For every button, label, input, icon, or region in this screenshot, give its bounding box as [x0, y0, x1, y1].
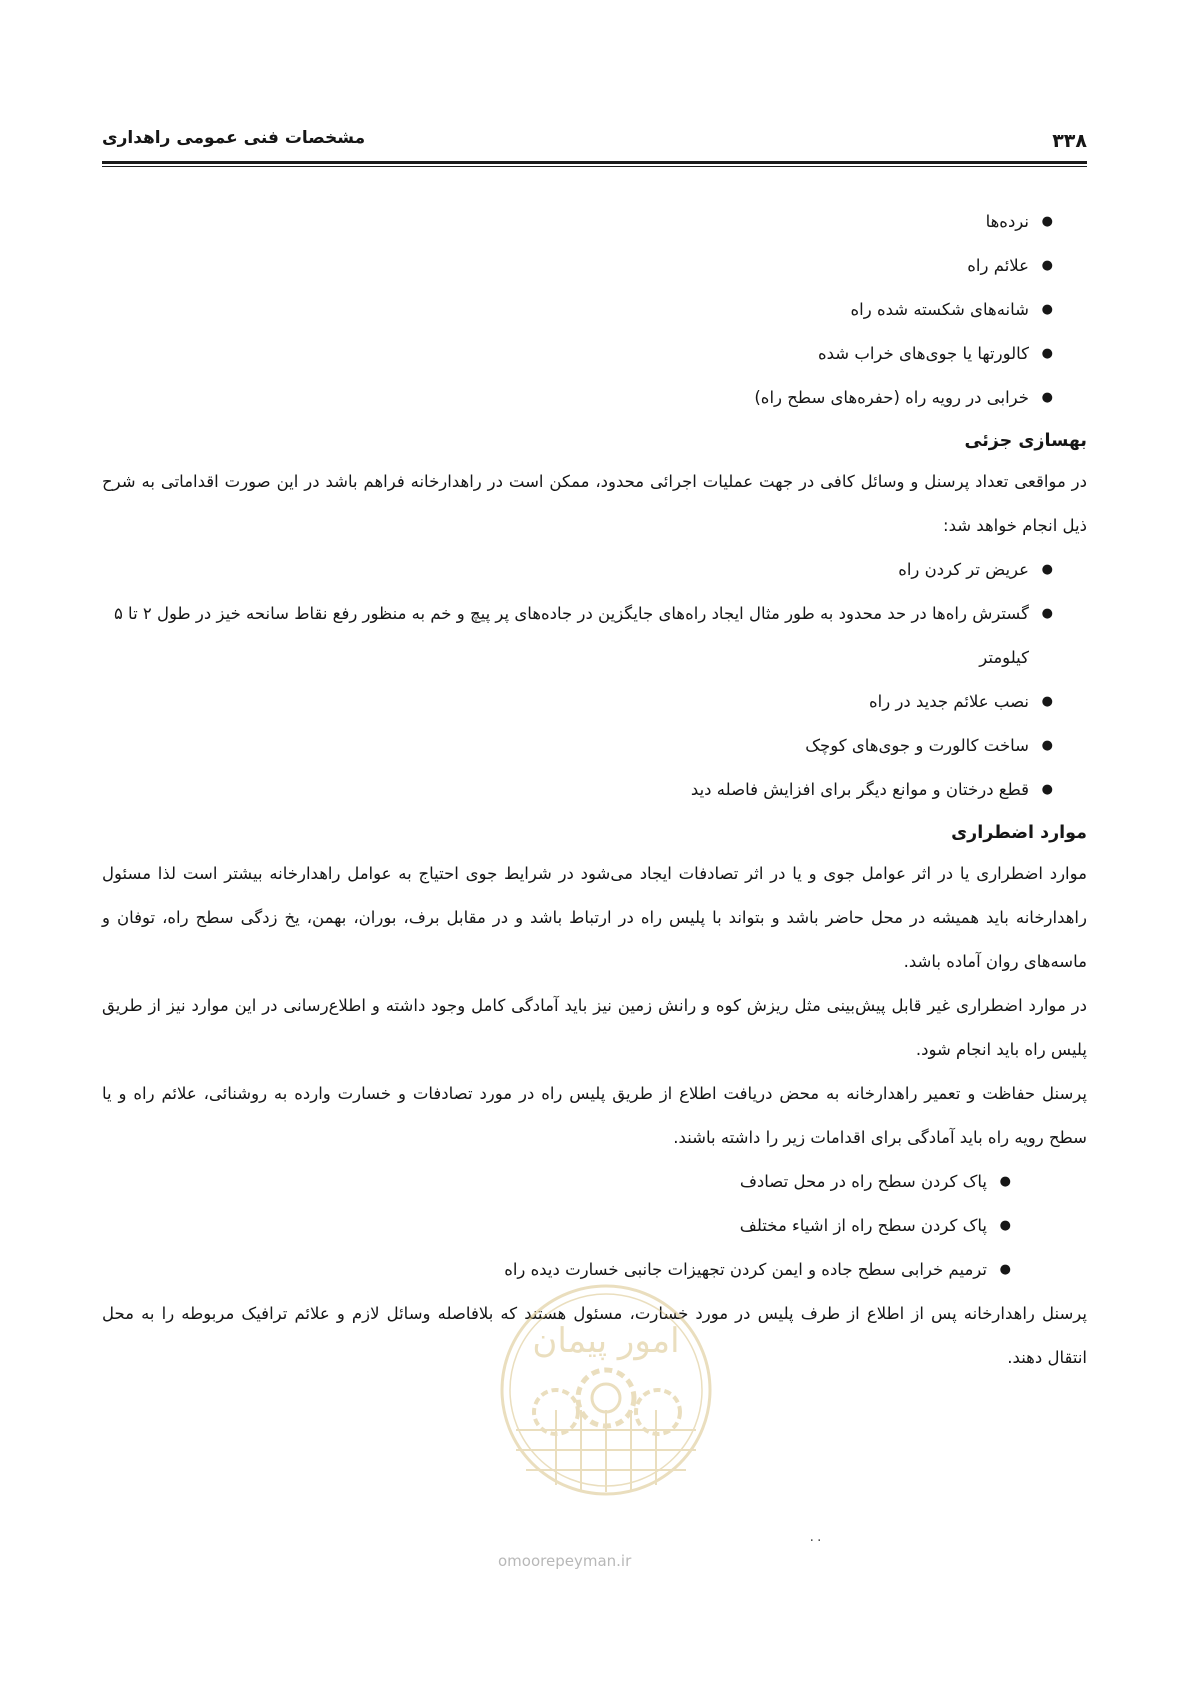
list-item: ● گسترش راه‌ها در حد محدود به طور مثال ایجاد راه‌های جایگزین در جاده‌های پر پیچ و خم به منظور رفع نقاط سانحه خیز در طول ۲ تا ۵ کیلومتر [102, 592, 1087, 680]
list-item: ● قطع درختان و موانع دیگر برای افزایش فاصله دید [102, 768, 1087, 812]
list-item: ● عریض تر کردن راه [102, 548, 1087, 592]
list-item: ● ترمیم خرابی سطح جاده و ایمن کردن تجهیزات جانبی خسارت دیده راه [102, 1248, 1087, 1292]
running-header [102, 128, 1087, 162]
bullet-icon: ● [999, 1218, 1011, 1233]
paragraph: پرسنل راهدارخانه پس از اطلاع از طرف پلیس در مورد خسارت، مسئول هستند که بلافاصله وسائل لازم و علائم ترافیک مربوطه را به محل انتقال دهند. [102, 1304, 1087, 1367]
list-item: ● شانه‌های شکسته شده راه [102, 288, 1087, 332]
bullet-icon: ● [999, 1174, 1011, 1189]
list-item: ● ساخت کالورت و جوی‌های کوچک [102, 724, 1087, 768]
body-content [102, 200, 1087, 1380]
bullet-icon: ● [1041, 214, 1053, 229]
paragraph: پرسنل حفاظت و تعمیر راهدارخانه به محض دریافت اطلاع از طریق پلیس راه در مورد تصادفات و خسارت وارده به روشنائی، علائم راه و یا سطح رویه راه باید آمادگی برای اقدامات زیر را داشته باشند. [102, 1084, 1087, 1147]
bullet-list-2 [102, 548, 1087, 812]
list-item: ● علائم راه [102, 244, 1087, 288]
bullet-icon: ● [1041, 302, 1053, 317]
bullet-icon: ● [1041, 258, 1053, 273]
list-item: ● نصب علائم جدید در راه [102, 680, 1087, 724]
watermark-url: omoorepeyman.ir [498, 1552, 632, 1570]
bullet-icon: ● [1041, 390, 1053, 405]
watermark-logo-icon [496, 1280, 716, 1500]
bullet-icon: ● [1041, 738, 1053, 753]
page-number: ۳۳۸ [1052, 130, 1087, 152]
bullet-icon: ● [1041, 782, 1053, 797]
section-heading: موارد اضطراری [951, 823, 1087, 843]
bullet-list-1 [102, 200, 1087, 420]
list-item: ● نرده‌ها [102, 200, 1087, 244]
paragraph: موارد اضطراری یا در اثر عوامل جوی و یا در اثر تصادفات ایجاد می‌شود در شرایط جوی احتیاج به عوامل راهدارخانه بیشتر است لذا مسئول راهدارخانه باید همیشه در محل حاضر باشد و بتواند با پلیس راه در ارتباط باشد و در مقابل برف، بوران، بهمن، یخ زدگی سطح راه، توفان و ماسه‌های روان آماده باشد. [102, 864, 1087, 971]
list-item: ● کالورتها یا جوی‌های خراب شده [102, 332, 1087, 376]
bullet-icon: ● [1041, 606, 1053, 621]
paragraph: در موارد اضطراری غیر قابل پیش‌بینی مثل ریزش کوه و رانش زمین نیز باید آمادگی کامل وجود داشته و اطلاع‌رسانی در این موارد نیز از طریق پلیس راه باید انجام شود. [102, 996, 1087, 1059]
section-heading: بهسازی جزئی [964, 431, 1087, 451]
header-rule [102, 161, 1087, 167]
bullet-list-3 [102, 1160, 1087, 1292]
bullet-icon: ● [999, 1262, 1011, 1277]
bullet-icon: ● [1041, 694, 1053, 709]
bullet-icon: ● [1041, 346, 1053, 361]
bullet-icon: ● [1041, 562, 1053, 577]
book-title: مشخصات فنی عمومی راهداری [102, 128, 366, 148]
paragraph: در مواقعی تعداد پرسنل و وسائل کافی در جهت عملیات اجرائی محدود، ممکن است در راهدارخانه فراهم باشد در این صورت اقداماتی به شرح ذیل انجام خواهد شد: [102, 472, 1087, 535]
list-item: ● خرابی در رویه راه (حفره‌های سطح راه) [102, 376, 1087, 420]
svg-text:امور پیمان: امور پیمان [532, 1321, 680, 1361]
list-item: ● پاک کردن سطح راه در محل تصادف [102, 1160, 1087, 1204]
stray-mark: ٠٠ [808, 1532, 824, 1548]
list-item: ● پاک کردن سطح راه از اشیاء مختلف [102, 1204, 1087, 1248]
